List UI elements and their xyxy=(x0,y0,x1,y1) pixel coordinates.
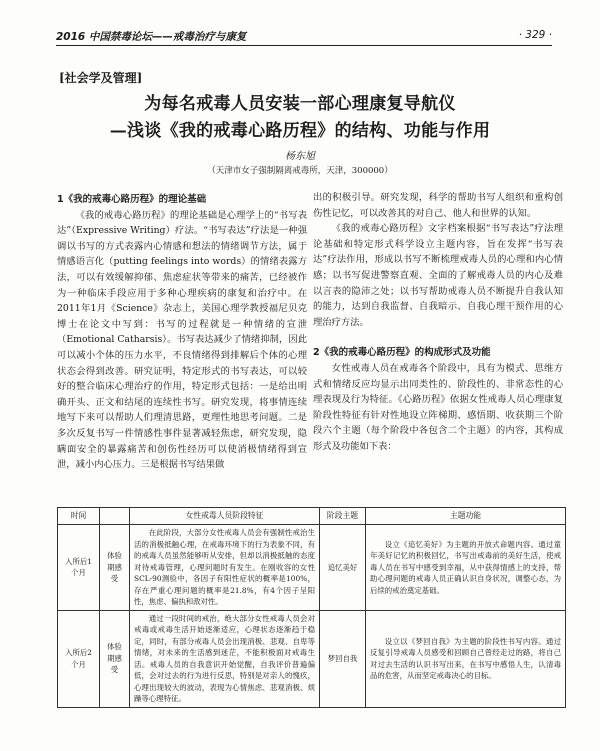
cell-function-text: 设立以《梦回自我》为主题的阶段性书写内容。通过反复引导戒毒人员感受和回顾自己曾经走过的路，将自己对过去生活的认识书写出来，在书写中感悟人生，认清毒品的危害，从而坚定戒毒决心的目标。 xyxy=(370,636,561,680)
cell-time: 入所后2个月 xyxy=(58,610,100,707)
header-period xyxy=(100,508,130,525)
article-subtitle: —浅谈《我的戒毒心路历程》的结构、功能与作用 xyxy=(109,121,491,141)
table-row xyxy=(58,610,566,707)
cell-feature-text: 在此阶段，大部分女性戒毒人员会有强制性戒治生活的消极抵触心理，在戒毒环境下的行为表象不同，有的戒毒人员虽然能够听从安排，但却以消极抵触的态度对待戒毒管理，心理问题时有发生。在刚收容的女性SCL-90测验中，各因子有阳性症状的概率是100%，存在严重心理问题的概率是21.8%，有4个因子呈阳性，焦虑、偏执和敌对性。 xyxy=(134,528,315,606)
right-column xyxy=(313,190,563,455)
author-affiliation: （天津市女子强制隔离戒毒所，天津，300000） xyxy=(207,166,393,176)
paragraph: 出的积极引导。研究发现，科学的帮助书写人组织和重构创伤性记忆，可以改善其的对自己、他人和世界的认知。 xyxy=(313,192,563,219)
cell-function-text: 设立《追忆美好》为主题的开放式命题内容。通过童年美好记忆的积极回忆，书写出戒毒前的美好生活，使戒毒人员在书写中感受到幸福，从中获得情感上的支持，帮助心理问题的戒毒人员正确认识自身状况，调整心态，为后续的戒治奠定基础。 xyxy=(370,539,561,595)
table-header-row xyxy=(58,508,566,525)
left-column xyxy=(57,192,307,473)
article-title: 为每名戒毒人员安装一部心理康复导航仪 xyxy=(144,94,456,114)
header-feature: 女性戒毒人员阶段特征 xyxy=(130,508,320,525)
cell-function xyxy=(366,525,566,611)
spacer xyxy=(313,330,563,345)
page-number: · 329 · xyxy=(518,29,552,41)
cell-theme: 梦回自我 xyxy=(320,610,366,707)
running-header xyxy=(56,27,552,46)
cell-function xyxy=(366,610,566,707)
cell-feature xyxy=(130,610,320,707)
table-row xyxy=(58,525,566,611)
paragraph: 《我的戒毒心路历程》的理论基础是心理学上的“书写表达”（Expressive Writing）疗法。“书写表达”疗法是一种强调以书写的方式表露内心情感和想法的情绪调节方法，属于情感语言化（putting feelings into words）的情绪表露方法，可以有效缓解抑郁、焦虑症状等带来的痛苦，已经被作为一种临床手段应用于多种心理疾病的康复和治疗中。在2011年1月《Science》杂志上，美国心理学教授福尼贝克博士在论文中写到：书写的过程就是一种情绪的宣泄（Emotional Catharsis）。书写表达减少了情绪抑制，因此可以减小个体的压力水平，不良情绪得到排解后个体的心理状态会得到改善。研究证明，特定形式的书写表达，可以较好的整合临床心理治疗的作用，特定形式包括：一是给出明确开头、正文和结尾的连续性书写。研究发现，将事情连续地写下来可以帮助人们理清思路，更理性地思考问题。二是多次反复书写一件情感性事件显著减轻焦虑，研究发现，隐瞒面安全的暴露痛苦和创伤性经历可以使消极情绪得到宣泄，减小内心压力。三是根据书写结果做 xyxy=(57,209,307,471)
section-heading-2: 2《我的戒毒心路历程》的构成形式及功能 xyxy=(313,347,491,359)
stage-table xyxy=(57,507,566,708)
cell-period: 体验期感受 xyxy=(100,610,130,707)
cell-feature-text: 通过一段时间的戒治，绝大部分女性戒毒人员会对戒毒或戒毒生活开始逐渐适应，心理状态逐渐趋于稳定，同时，有部分戒毒人员会出现消极、悲观、自卑等情绪，对未来的生活感到迷茫，不能积极面对戒毒生活。戒毒人员的自我意识开始觉醒，自我评价普遍偏低，会对过去的行为进行反思，特别是对亲人的愧疚，心理出现较大的波动，表现为心情焦虑、悲观消极、烦躁等心理特征。 xyxy=(134,613,315,703)
paragraph: 《我的戒毒心路历程》文字档案根据“书写表达”疗法理论基础和特定形式科学设立主题内容，旨在发挥“书写表达”疗法作用，形成以书写不断梳理戒毒人员的心理和内心情感；以书写促进警察直观、全面的了解戒毒人员的内心及难以言表的隐沛之处；以书写帮助戒毒人员不断提升自我认知的能力，达到自我监督、自我暗示、自我心理干预作用的心理治疗方法。 xyxy=(313,223,563,328)
author-name: 杨东旭 xyxy=(285,151,315,162)
section-tag: [社会学及管理] xyxy=(59,71,143,85)
header-function: 主题功能 xyxy=(366,508,566,525)
header-theme: 阶段主题 xyxy=(320,508,366,525)
cell-period: 体验期感受 xyxy=(100,525,130,611)
paragraph: 女性戒毒人员在戒毒各个阶段中，具有为模式、思维方式和情绪反应均显示出同类性的、阶段性的、非常态性的心理表现及行为特征。《心路历程》依据女性戒毒人员心理康复阶段性特征有针对性地设立阵梯期、感悟期、收获期三个阶段六个主题（每个阶段中各包含二个主题）的内容，其构成形式及功能如下表： xyxy=(313,362,563,452)
section-heading-1: 1《我的戒毒心路历程》的理论基础 xyxy=(57,194,207,205)
cell-theme: 追忆美好 xyxy=(320,525,366,611)
journal-title: 2016 中国禁毒论坛——戒毒治疗与康复 xyxy=(56,31,247,43)
cell-time: 入所后1个月 xyxy=(58,525,100,611)
cell-feature xyxy=(130,525,320,611)
header-time: 时间 xyxy=(58,508,100,525)
